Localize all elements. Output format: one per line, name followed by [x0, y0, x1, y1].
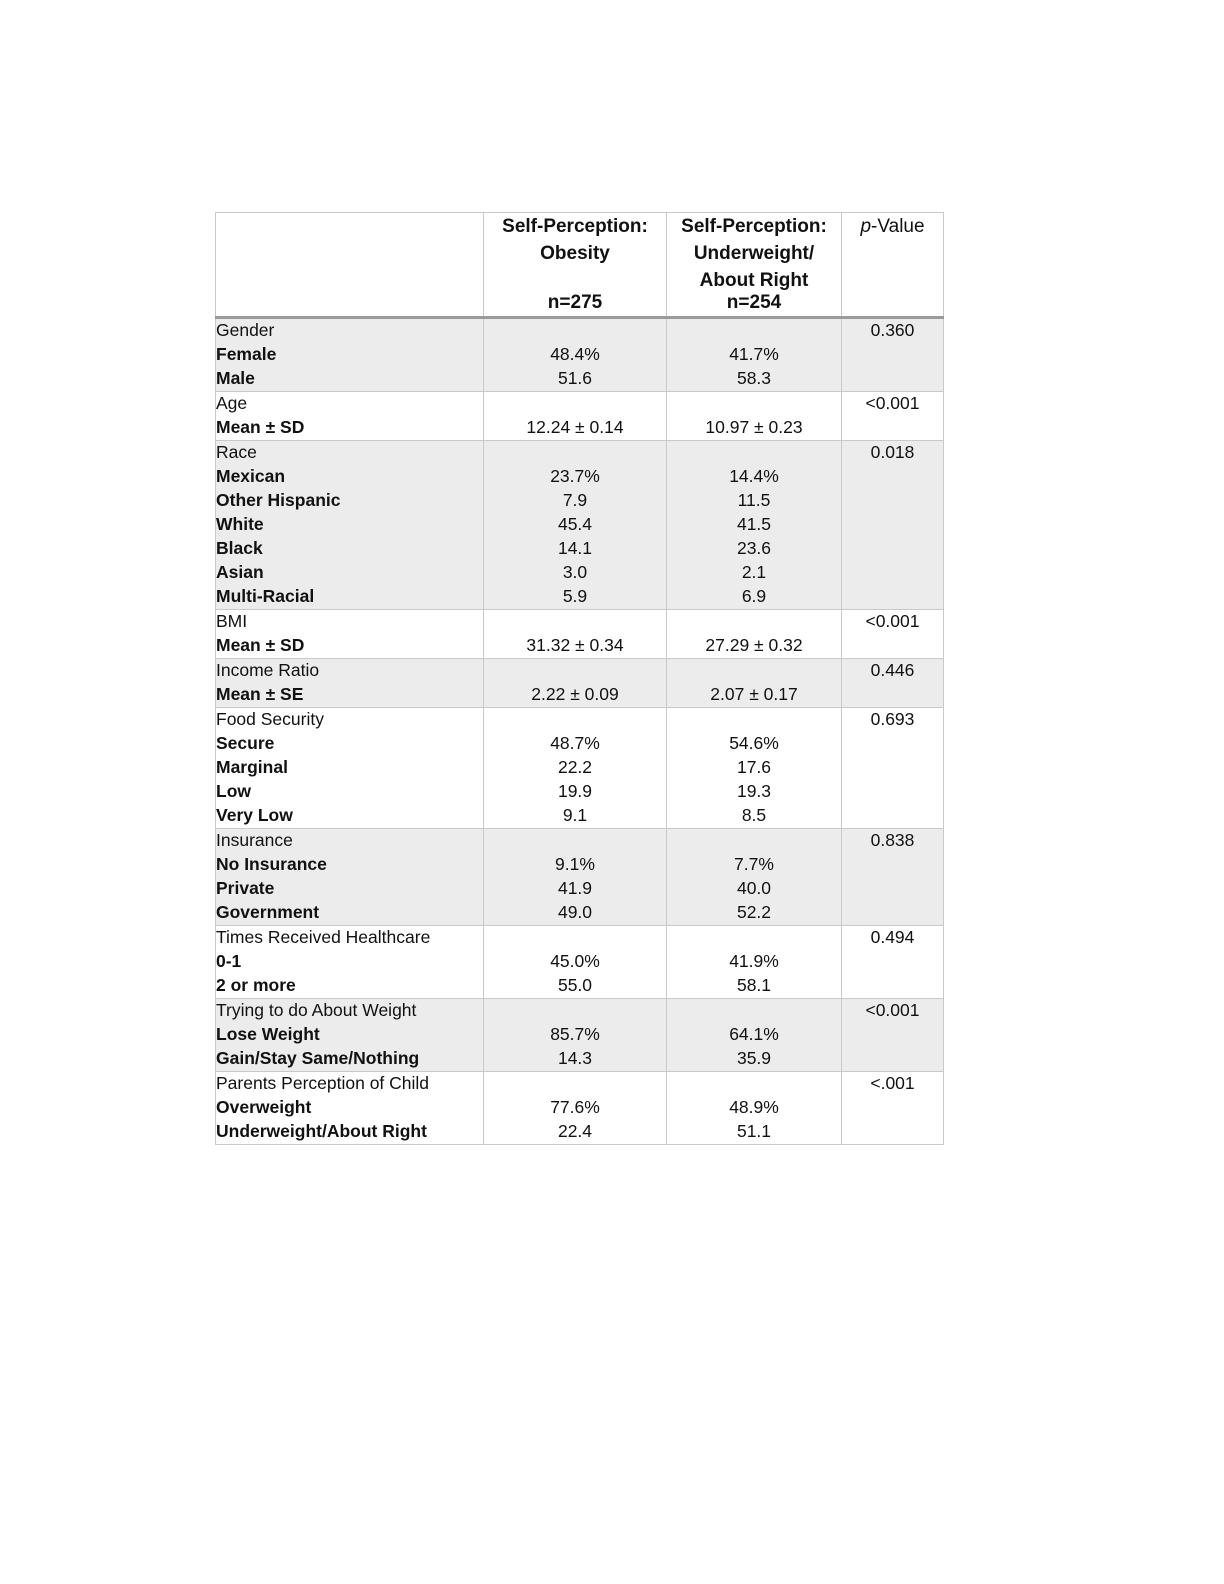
header-underweight — [667, 213, 842, 318]
category-label: Times Received Healthcare — [216, 926, 484, 951]
row-label: Other Hispanic — [216, 489, 484, 513]
row-group — [216, 610, 944, 659]
p-value-cell: 0.018 — [842, 441, 944, 610]
empty-cell — [484, 708, 667, 733]
table-row — [216, 683, 944, 708]
category-label: Parents Perception of Child — [216, 1072, 484, 1097]
obesity-value: 5.9 — [484, 585, 667, 610]
category-label: Age — [216, 392, 484, 417]
header-obesity — [484, 213, 667, 318]
underweight-value: 7.7% — [667, 853, 842, 877]
row-label: Asian — [216, 561, 484, 585]
obesity-value: 9.1% — [484, 853, 667, 877]
table-row — [216, 585, 944, 610]
underweight-value: 14.4% — [667, 465, 842, 489]
row-label: Overweight — [216, 1096, 484, 1120]
underweight-value: 17.6 — [667, 756, 842, 780]
row-group — [216, 999, 944, 1072]
p-value-cell: 0.446 — [842, 659, 944, 708]
empty-cell — [667, 829, 842, 854]
table-row — [216, 1047, 944, 1072]
underweight-value: 19.3 — [667, 780, 842, 804]
obesity-value: 3.0 — [484, 561, 667, 585]
header-blank-cell — [216, 213, 484, 318]
obesity-value: 12.24 ± 0.14 — [484, 416, 667, 441]
header-under-line1: Self-Perception: — [681, 216, 827, 237]
empty-cell — [667, 659, 842, 684]
obesity-value: 77.6% — [484, 1096, 667, 1120]
obesity-value: 48.4% — [484, 343, 667, 367]
table-row — [216, 367, 944, 392]
empty-cell — [667, 708, 842, 733]
table-row — [216, 465, 944, 489]
underweight-value: 58.3 — [667, 367, 842, 392]
obesity-value: 14.1 — [484, 537, 667, 561]
underweight-value: 6.9 — [667, 585, 842, 610]
empty-cell — [667, 1072, 842, 1097]
obesity-value: 22.4 — [484, 1120, 667, 1145]
row-label: 0-1 — [216, 950, 484, 974]
category-row — [216, 999, 944, 1024]
empty-cell — [484, 441, 667, 466]
row-label: Male — [216, 367, 484, 392]
underweight-value: 64.1% — [667, 1023, 842, 1047]
header-under-n: n=254 — [726, 292, 782, 313]
obesity-value: 23.7% — [484, 465, 667, 489]
category-row — [216, 441, 944, 466]
characteristics-table — [215, 212, 944, 1145]
row-group — [216, 708, 944, 829]
underweight-value: 35.9 — [667, 1047, 842, 1072]
p-value-cell: <0.001 — [842, 999, 944, 1072]
row-label: Low — [216, 780, 484, 804]
table-row — [216, 877, 944, 901]
table-row — [216, 901, 944, 926]
empty-cell — [667, 318, 842, 344]
empty-cell — [667, 926, 842, 951]
row-group — [216, 1072, 944, 1145]
row-label: Private — [216, 877, 484, 901]
obesity-value: 19.9 — [484, 780, 667, 804]
row-label: Mean ± SE — [216, 683, 484, 708]
category-label: Gender — [216, 318, 484, 344]
obesity-value: 45.0% — [484, 950, 667, 974]
underweight-value: 41.9% — [667, 950, 842, 974]
p-value-cell: 0.494 — [842, 926, 944, 999]
row-label: Mean ± SD — [216, 416, 484, 441]
row-label: Government — [216, 901, 484, 926]
table-row — [216, 1096, 944, 1120]
table-row — [216, 416, 944, 441]
p-value-cell: <.001 — [842, 1072, 944, 1145]
header-p-rest: -Value — [871, 216, 925, 237]
obesity-value: 7.9 — [484, 489, 667, 513]
underweight-value: 48.9% — [667, 1096, 842, 1120]
obesity-value: 31.32 ± 0.34 — [484, 634, 667, 659]
obesity-value: 85.7% — [484, 1023, 667, 1047]
underweight-value: 41.5 — [667, 513, 842, 537]
category-label: Trying to do About Weight — [216, 999, 484, 1024]
row-label: Secure — [216, 732, 484, 756]
table-row — [216, 634, 944, 659]
empty-cell — [484, 610, 667, 635]
row-label: 2 or more — [216, 974, 484, 999]
empty-cell — [667, 999, 842, 1024]
underweight-value: 41.7% — [667, 343, 842, 367]
category-label: Income Ratio — [216, 659, 484, 684]
obesity-value: 45.4 — [484, 513, 667, 537]
row-label: No Insurance — [216, 853, 484, 877]
empty-cell — [484, 829, 667, 854]
obesity-value: 55.0 — [484, 974, 667, 999]
obesity-value: 2.22 ± 0.09 — [484, 683, 667, 708]
header-obesity-line2: Obesity — [540, 243, 610, 264]
empty-cell — [484, 392, 667, 417]
empty-cell — [667, 392, 842, 417]
header-row — [216, 213, 944, 318]
row-label: Multi-Racial — [216, 585, 484, 610]
empty-cell — [484, 1072, 667, 1097]
underweight-value: 23.6 — [667, 537, 842, 561]
underweight-value: 52.2 — [667, 901, 842, 926]
category-row — [216, 610, 944, 635]
row-group — [216, 392, 944, 441]
p-value-cell: 0.360 — [842, 318, 944, 392]
underweight-value: 54.6% — [667, 732, 842, 756]
obesity-value: 48.7% — [484, 732, 667, 756]
table-row — [216, 1023, 944, 1047]
underweight-value: 2.1 — [667, 561, 842, 585]
category-row — [216, 659, 944, 684]
category-row — [216, 926, 944, 951]
table-row — [216, 513, 944, 537]
p-value-cell: 0.838 — [842, 829, 944, 926]
header-obesity-n: n=275 — [547, 292, 603, 313]
category-row — [216, 829, 944, 854]
obesity-value: 22.2 — [484, 756, 667, 780]
underweight-value: 58.1 — [667, 974, 842, 999]
empty-cell — [484, 999, 667, 1024]
empty-cell — [484, 926, 667, 951]
p-value-cell: 0.693 — [842, 708, 944, 829]
empty-cell — [667, 441, 842, 466]
underweight-value: 10.97 ± 0.23 — [667, 416, 842, 441]
row-group — [216, 829, 944, 926]
underweight-value: 40.0 — [667, 877, 842, 901]
row-label: Underweight/About Right — [216, 1120, 484, 1145]
table-row — [216, 780, 944, 804]
header-under-line3: About Right — [699, 270, 809, 291]
category-label: Food Security — [216, 708, 484, 733]
obesity-value: 49.0 — [484, 901, 667, 926]
row-label: White — [216, 513, 484, 537]
table-header — [216, 213, 944, 318]
table-row — [216, 732, 944, 756]
table-row — [216, 804, 944, 829]
underweight-value: 2.07 ± 0.17 — [667, 683, 842, 708]
row-group — [216, 318, 944, 392]
table-row — [216, 343, 944, 367]
table-row — [216, 974, 944, 999]
row-label: Black — [216, 537, 484, 561]
category-label: Race — [216, 441, 484, 466]
table-row — [216, 537, 944, 561]
empty-cell — [667, 610, 842, 635]
row-label: Gain/Stay Same/Nothing — [216, 1047, 484, 1072]
header-obesity-line1: Self-Perception: — [502, 216, 648, 237]
header-p-italic: p — [860, 216, 872, 237]
category-label: BMI — [216, 610, 484, 635]
underweight-value: 11.5 — [667, 489, 842, 513]
row-group — [216, 926, 944, 999]
header-p-value — [842, 213, 944, 318]
row-label: Lose Weight — [216, 1023, 484, 1047]
obesity-value: 41.9 — [484, 877, 667, 901]
p-value-cell: <0.001 — [842, 610, 944, 659]
table-row — [216, 950, 944, 974]
underweight-value: 8.5 — [667, 804, 842, 829]
category-row — [216, 708, 944, 733]
empty-cell — [484, 659, 667, 684]
table-row — [216, 489, 944, 513]
row-label: Mean ± SD — [216, 634, 484, 659]
obesity-value: 9.1 — [484, 804, 667, 829]
row-label: Very Low — [216, 804, 484, 829]
underweight-value: 27.29 ± 0.32 — [667, 634, 842, 659]
row-group — [216, 441, 944, 610]
obesity-value: 51.6 — [484, 367, 667, 392]
empty-cell — [484, 318, 667, 344]
table-row — [216, 1120, 944, 1145]
row-label: Female — [216, 343, 484, 367]
table-row — [216, 756, 944, 780]
row-label: Marginal — [216, 756, 484, 780]
header-under-line2: Underweight/ — [693, 243, 815, 264]
table-row — [216, 853, 944, 877]
category-row — [216, 392, 944, 417]
category-row — [216, 318, 944, 344]
category-row — [216, 1072, 944, 1097]
p-value-cell: <0.001 — [842, 392, 944, 441]
category-label: Insurance — [216, 829, 484, 854]
row-group — [216, 659, 944, 708]
underweight-value: 51.1 — [667, 1120, 842, 1145]
row-label: Mexican — [216, 465, 484, 489]
table-row — [216, 561, 944, 585]
obesity-value: 14.3 — [484, 1047, 667, 1072]
